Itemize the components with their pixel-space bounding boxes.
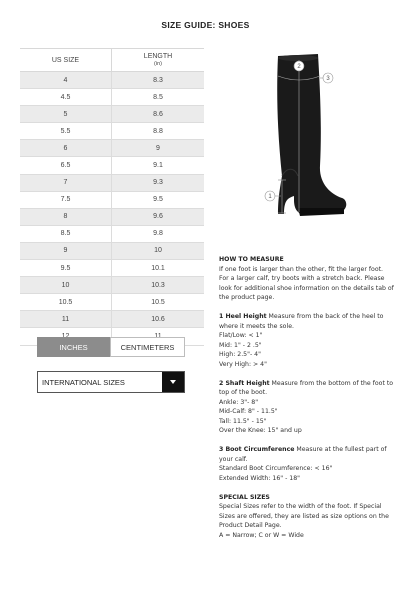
table-row <box>20 157 204 174</box>
length-header <box>112 49 205 72</box>
boot-sole <box>298 208 344 216</box>
shaft-height-text: Measure from the bottom of the foot to top of the boot. <box>219 379 394 396</box>
us-size-cell: 6 <box>20 140 112 157</box>
length-header-label: LENGTH <box>143 53 173 60</box>
heel-line: High: 2.5"- 4" <box>219 351 261 358</box>
us-size-cell: 4 <box>20 72 112 89</box>
us-size-cell: 5 <box>20 106 112 123</box>
length-unit-label: (in) <box>154 61 162 67</box>
special-sizes-title: SPECIAL SIZES <box>219 493 270 501</box>
length-cell: 9.3 <box>112 174 205 191</box>
table-row <box>20 123 204 140</box>
measure-info <box>219 255 394 550</box>
how-to-measure-text: If one foot is larger than the other, fit the larger foot. For a larger calf, try boots with a stretch back. Please look for additional shoe information on the details tab of the product page. <box>219 265 394 301</box>
us-size-cell: 11 <box>20 311 112 328</box>
us-size-cell: 10.5 <box>20 294 112 311</box>
length-cell: 9 <box>112 140 205 157</box>
length-cell: 10 <box>112 242 205 259</box>
length-cell: 9.8 <box>112 225 205 242</box>
length-cell: 10.5 <box>112 294 205 311</box>
us-size-cell: 10 <box>20 277 112 294</box>
length-cell: 10.1 <box>112 260 205 277</box>
table-row <box>20 225 204 242</box>
us-size-cell: 9 <box>20 242 112 259</box>
table-row <box>20 89 204 106</box>
special-sizes-section <box>219 493 394 541</box>
us-size-cell: 8.5 <box>20 225 112 242</box>
marker-2-label: 2 <box>297 64 301 71</box>
circumference-section <box>219 445 394 483</box>
how-to-measure-title: HOW TO MEASURE <box>219 256 284 263</box>
shaft-line: Mid-Calf: 8" - 11.5" <box>219 408 278 415</box>
length-cell: 8.5 <box>112 89 205 106</box>
us-size-cell: 8 <box>20 208 112 225</box>
shaft-height-section <box>219 379 394 436</box>
length-cell: 8.3 <box>112 72 205 89</box>
circumference-line: Standard Boot Circumference: < 16" <box>219 465 333 472</box>
us-size-cell: 6.5 <box>20 157 112 174</box>
marker-1-label: 1 <box>268 194 272 201</box>
length-cell: 9.6 <box>112 208 205 225</box>
table-row <box>20 294 204 311</box>
us-size-cell: 7 <box>20 174 112 191</box>
table-row <box>20 106 204 123</box>
heel-height-text: Measure from the back of the heel to where it meets the sole. <box>219 313 384 330</box>
us-size-header: US SIZE <box>20 49 112 72</box>
shaft-line: Ankle: 3"- 8" <box>219 398 259 406</box>
how-to-measure-section <box>219 255 394 303</box>
us-size-cell: 7.5 <box>20 191 112 208</box>
special-sizes-text: Special Sizes refer to the width of the foot. If Special Sizes are offered, they are listed as size options on the Product Detail Page. <box>219 503 389 529</box>
international-sizes-label: INTERNATIONAL SIZES <box>42 377 125 387</box>
centimeters-button[interactable]: CENTIMETERS <box>110 337 185 357</box>
boot-diagram <box>242 48 362 228</box>
length-cell: 8.8 <box>112 123 205 140</box>
us-size-cell: 9.5 <box>20 260 112 277</box>
heel-line: Flat/Low: < 1" <box>219 332 263 339</box>
table-row <box>20 311 204 328</box>
table-row <box>20 174 204 191</box>
shaft-line: Tall: 11.5" - 15" <box>219 417 267 425</box>
size-table <box>20 48 204 346</box>
shaft-line: Over the Knee: 15" and up <box>219 427 302 434</box>
length-cell: 9.5 <box>112 191 205 208</box>
inches-button[interactable]: INCHES <box>37 337 110 357</box>
circumference-line: Extended Width: 16" - 18" <box>219 474 300 482</box>
marker-3-label: 3 <box>326 76 330 83</box>
boot-silhouette <box>277 54 346 214</box>
table-row <box>20 277 204 294</box>
circumference-text: Measure at the fullest part of your calf. <box>219 446 387 463</box>
table-row <box>20 72 204 89</box>
unit-toggle <box>37 337 185 357</box>
boot-opening <box>278 55 318 61</box>
circumference-title: 3 Boot Circumference <box>219 446 295 453</box>
table-row <box>20 191 204 208</box>
heel-height-title: 1 Heel Height <box>219 313 267 320</box>
dropdown-arrow-icon[interactable] <box>162 372 184 392</box>
shaft-height-title: 2 Shaft Height <box>219 379 270 387</box>
heel-line: Very High: > 4" <box>219 360 267 368</box>
length-cell: 9.1 <box>112 157 205 174</box>
table-row <box>20 242 204 259</box>
us-size-cell: 5.5 <box>20 123 112 140</box>
special-sizes-line: A = Narrow; C or W = Wide <box>219 531 304 539</box>
length-cell: 10.6 <box>112 311 205 328</box>
length-cell: 10.3 <box>112 277 205 294</box>
heel-height-section <box>219 312 394 369</box>
us-size-cell: 4.5 <box>20 89 112 106</box>
international-sizes-select[interactable] <box>37 371 185 393</box>
table-row <box>20 140 204 157</box>
length-cell: 8.6 <box>112 106 205 123</box>
heel-line: Mid: 1" - 2 .5" <box>219 341 262 349</box>
page-title: SIZE GUIDE: SHOES <box>161 20 250 30</box>
table-row <box>20 260 204 277</box>
table-row <box>20 208 204 225</box>
